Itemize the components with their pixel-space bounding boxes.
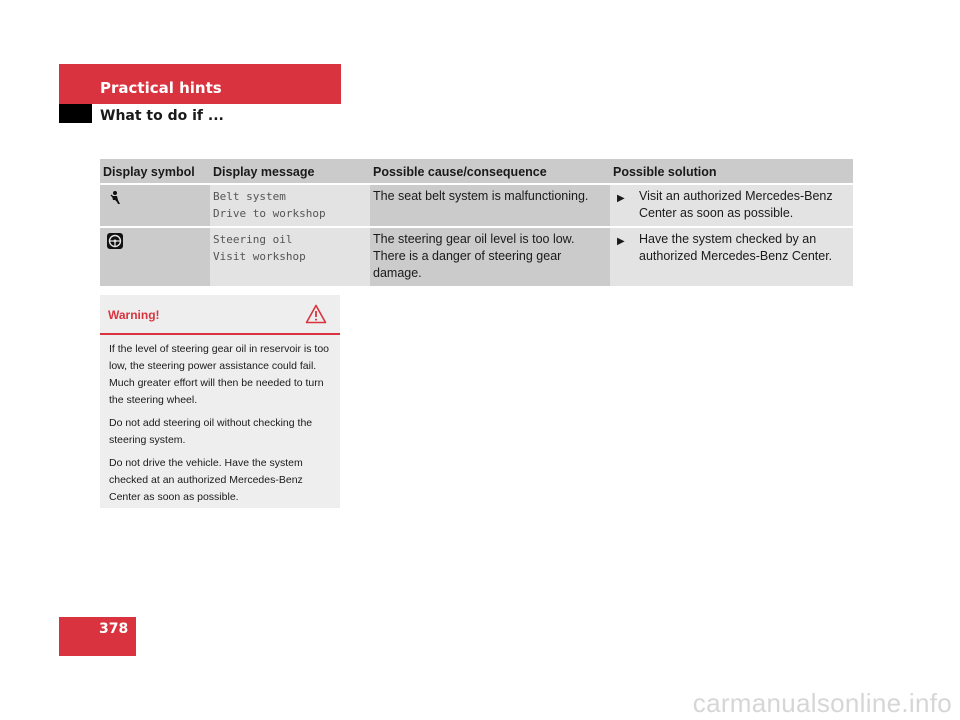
solution-cell — [610, 184, 853, 227]
warning-paragraph: Do not add steering oil without checking the steering system. — [109, 417, 313, 446]
cause-cell: The steering gear oil level is too low. There is a danger of steering gear damage. — [370, 227, 610, 287]
solution-text: Visit an authorized Mercedes-Benz Center as soon as possible. — [639, 189, 833, 220]
table-header-row — [100, 159, 853, 184]
page-number-badge — [59, 617, 136, 656]
warning-title: Warning! — [108, 308, 160, 322]
message-line: Visit workshop — [213, 250, 306, 263]
message-line: Steering oil — [213, 233, 293, 246]
cause-cell: The seat belt system is malfunctioning. — [370, 184, 610, 227]
warning-triangle-icon — [305, 304, 327, 324]
subtitle-marker — [59, 104, 92, 123]
table-row — [100, 227, 853, 287]
seatbelt-warning-icon — [107, 190, 123, 206]
warning-paragraph: Do not drive the vehicle. Have the system checked at an authorized Mercedes-Benz Center as soon as possible. — [109, 457, 303, 503]
column-header: Possible cause/consequence — [370, 159, 610, 184]
warning-box — [100, 295, 340, 508]
page-number: 378 — [99, 621, 129, 637]
message-cell — [210, 184, 370, 227]
column-header: Display message — [210, 159, 370, 184]
column-header: Display symbol — [100, 159, 210, 184]
watermark: carmanualsonline.info — [692, 688, 952, 718]
table-row — [100, 184, 853, 227]
message-line: Belt system — [213, 190, 286, 203]
steering-wheel-warning-icon — [107, 233, 123, 249]
section-header — [59, 64, 341, 104]
warning-body — [100, 335, 340, 506]
message-line: Drive to workshop — [213, 207, 326, 220]
column-header: Possible solution — [610, 159, 853, 184]
warning-paragraph: If the level of steering gear oil in reservoir is too low, the steering power assistance could fail. Much greater effort will then be needed to turn the steering wheel. — [109, 343, 330, 406]
solution-text: Have the system checked by an authorized Mercedes-Benz Center. — [639, 232, 833, 263]
bullet-arrow-icon: ▶ — [617, 236, 625, 247]
display-message-table — [100, 159, 853, 288]
symbol-cell — [100, 184, 210, 227]
section-title: Practical hints — [100, 79, 222, 97]
symbol-cell — [100, 227, 210, 287]
solution-cell — [610, 227, 853, 287]
warning-header — [100, 295, 340, 335]
page-subtitle: What to do if ... — [100, 108, 224, 124]
bullet-arrow-icon: ▶ — [617, 193, 625, 204]
message-cell — [210, 227, 370, 287]
